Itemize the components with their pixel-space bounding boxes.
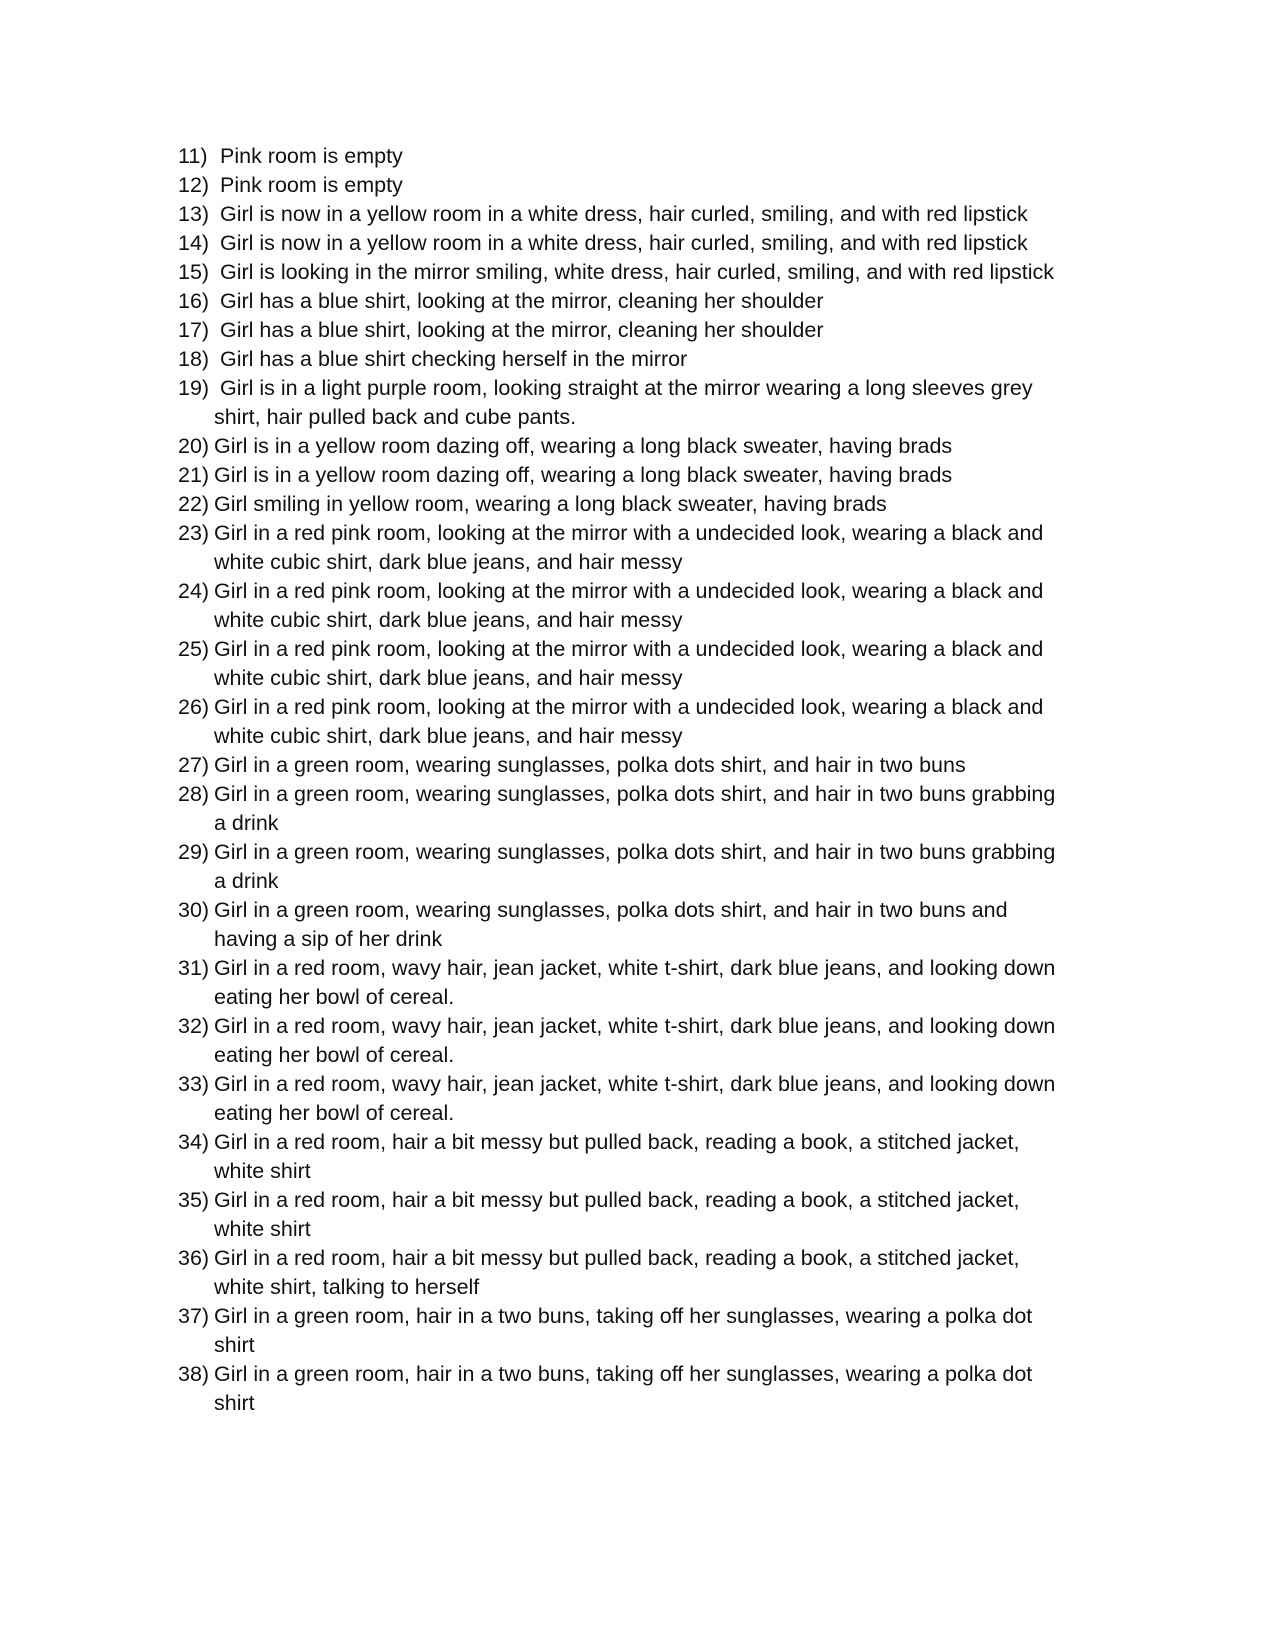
item-number: 37) bbox=[178, 1304, 210, 1328]
list-item bbox=[178, 1244, 1078, 1302]
item-text-continued: eating her bowl of cereal. bbox=[214, 1043, 455, 1067]
item-text-continued: white shirt, talking to herself bbox=[214, 1275, 480, 1299]
item-text: Girl in a red room, wavy hair, jean jacket, white t-shirt, dark blue jeans, and looking down bbox=[214, 956, 1056, 980]
item-number: 15) bbox=[178, 260, 210, 284]
item-text: Girl in a green room, wearing sunglasses, polka dots shirt, and hair in two buns bbox=[214, 753, 966, 777]
item-text: Girl has a blue shirt, looking at the mirror, cleaning her shoulder bbox=[220, 318, 824, 342]
list-item bbox=[178, 519, 1078, 577]
item-text: Girl in a red pink room, looking at the mirror with a undecided look, wearing a black and bbox=[214, 637, 1044, 661]
list-item bbox=[178, 954, 1078, 1012]
item-number: 20) bbox=[178, 434, 210, 458]
item-text-continued: shirt bbox=[214, 1391, 255, 1415]
item-text: Girl in a green room, wearing sunglasses, polka dots shirt, and hair in two buns and bbox=[214, 898, 1008, 922]
item-number: 18) bbox=[178, 347, 210, 371]
item-text-continued: eating her bowl of cereal. bbox=[214, 985, 455, 1009]
item-number: 30) bbox=[178, 898, 210, 922]
item-text: Girl has a blue shirt checking herself in the mirror bbox=[220, 347, 688, 371]
list-item bbox=[178, 258, 1078, 287]
list-item bbox=[178, 635, 1078, 693]
item-number: 31) bbox=[178, 956, 210, 980]
item-number: 36) bbox=[178, 1246, 210, 1270]
item-text-continued: white cubic shirt, dark blue jeans, and hair messy bbox=[214, 608, 683, 632]
item-text: Girl is in a light purple room, looking straight at the mirror wearing a long sleeves grey bbox=[220, 376, 1033, 400]
item-text-continued: white cubic shirt, dark blue jeans, and hair messy bbox=[214, 666, 683, 690]
item-text: Girl is now in a yellow room in a white dress, hair curled, smiling, and with red lipstick bbox=[220, 231, 1028, 255]
item-number: 38) bbox=[178, 1362, 210, 1386]
item-text-continued: white shirt bbox=[214, 1217, 311, 1241]
item-text: Girl in a green room, hair in a two buns, taking off her sunglasses, wearing a polka dot bbox=[214, 1304, 1033, 1328]
list-item bbox=[178, 896, 1078, 954]
item-number: 22) bbox=[178, 492, 210, 516]
list-item bbox=[178, 1360, 1078, 1418]
list-item bbox=[178, 287, 1078, 316]
numbered-list bbox=[178, 142, 1078, 1418]
item-number: 35) bbox=[178, 1188, 210, 1212]
item-number: 33) bbox=[178, 1072, 210, 1096]
list-item bbox=[178, 1186, 1078, 1244]
item-text-continued: having a sip of her drink bbox=[214, 927, 443, 951]
item-text-continued: white cubic shirt, dark blue jeans, and hair messy bbox=[214, 724, 683, 748]
item-number: 21) bbox=[178, 463, 210, 487]
list-item bbox=[178, 200, 1078, 229]
item-text: Pink room is empty bbox=[220, 173, 403, 197]
item-text: Girl in a green room, wearing sunglasses, polka dots shirt, and hair in two buns grabbing bbox=[214, 840, 1056, 864]
list-item bbox=[178, 838, 1078, 896]
item-text: Girl in a red pink room, looking at the mirror with a undecided look, wearing a black and bbox=[214, 579, 1044, 603]
item-text: Girl in a red room, wavy hair, jean jacket, white t-shirt, dark blue jeans, and looking down bbox=[214, 1072, 1056, 1096]
item-text: Girl smiling in yellow room, wearing a long black sweater, having brads bbox=[214, 492, 887, 516]
list-item bbox=[178, 780, 1078, 838]
item-number: 25) bbox=[178, 637, 210, 661]
item-text: Girl is now in a yellow room in a white dress, hair curled, smiling, and with red lipstick bbox=[220, 202, 1028, 226]
item-number: 28) bbox=[178, 782, 210, 806]
list-item bbox=[178, 229, 1078, 258]
list-item bbox=[178, 1302, 1078, 1360]
list-item bbox=[178, 693, 1078, 751]
item-number: 26) bbox=[178, 695, 210, 719]
list-item bbox=[178, 171, 1078, 200]
item-text-continued: a drink bbox=[214, 811, 279, 835]
item-text: Girl is in a yellow room dazing off, wearing a long black sweater, having brads bbox=[214, 434, 953, 458]
item-text: Girl in a green room, hair in a two buns, taking off her sunglasses, wearing a polka dot bbox=[214, 1362, 1033, 1386]
item-text: Girl in a red room, hair a bit messy but pulled back, reading a book, a stitched jacket, bbox=[214, 1188, 1020, 1212]
item-number: 27) bbox=[178, 753, 210, 777]
list-item bbox=[178, 374, 1078, 432]
item-number: 14) bbox=[178, 231, 210, 255]
item-text: Girl has a blue shirt, looking at the mirror, cleaning her shoulder bbox=[220, 289, 824, 313]
item-number: 13) bbox=[178, 202, 210, 226]
list-item bbox=[178, 432, 1078, 461]
item-number: 16) bbox=[178, 289, 210, 313]
list-item bbox=[178, 345, 1078, 374]
item-text: Girl in a red room, hair a bit messy but pulled back, reading a book, a stitched jacket, bbox=[214, 1130, 1020, 1154]
item-text: Girl in a red pink room, looking at the mirror with a undecided look, wearing a black and bbox=[214, 521, 1044, 545]
list-item bbox=[178, 316, 1078, 345]
list-item bbox=[178, 490, 1078, 519]
item-number: 32) bbox=[178, 1014, 210, 1038]
item-text-continued: shirt, hair pulled back and cube pants. bbox=[214, 405, 577, 429]
item-text-continued: a drink bbox=[214, 869, 279, 893]
item-text: Girl in a red pink room, looking at the mirror with a undecided look, wearing a black and bbox=[214, 695, 1044, 719]
list-item bbox=[178, 577, 1078, 635]
item-text-continued: shirt bbox=[214, 1333, 255, 1357]
item-text: Pink room is empty bbox=[220, 144, 403, 168]
list-item bbox=[178, 461, 1078, 490]
item-number: 29) bbox=[178, 840, 210, 864]
list-item bbox=[178, 142, 1078, 171]
item-text: Girl in a red room, hair a bit messy but pulled back, reading a book, a stitched jacket, bbox=[214, 1246, 1020, 1270]
item-text: Girl is looking in the mirror smiling, white dress, hair curled, smiling, and with red lipstick bbox=[220, 260, 1055, 284]
item-text-continued: white cubic shirt, dark blue jeans, and hair messy bbox=[214, 550, 683, 574]
item-number: 19) bbox=[178, 376, 210, 400]
item-number: 34) bbox=[178, 1130, 210, 1154]
item-number: 23) bbox=[178, 521, 210, 545]
item-text-continued: white shirt bbox=[214, 1159, 311, 1183]
item-text-continued: eating her bowl of cereal. bbox=[214, 1101, 455, 1125]
item-text: Girl in a green room, wearing sunglasses, polka dots shirt, and hair in two buns grabbing bbox=[214, 782, 1056, 806]
list-item bbox=[178, 1070, 1078, 1128]
item-number: 17) bbox=[178, 318, 210, 342]
list-item bbox=[178, 751, 1078, 780]
item-number: 12) bbox=[178, 173, 210, 197]
item-text: Girl is in a yellow room dazing off, wearing a long black sweater, having brads bbox=[214, 463, 953, 487]
item-text: Girl in a red room, wavy hair, jean jacket, white t-shirt, dark blue jeans, and looking down bbox=[214, 1014, 1056, 1038]
list-item bbox=[178, 1012, 1078, 1070]
item-number: 11) bbox=[178, 144, 208, 168]
item-number: 24) bbox=[178, 579, 210, 603]
list-item bbox=[178, 1128, 1078, 1186]
